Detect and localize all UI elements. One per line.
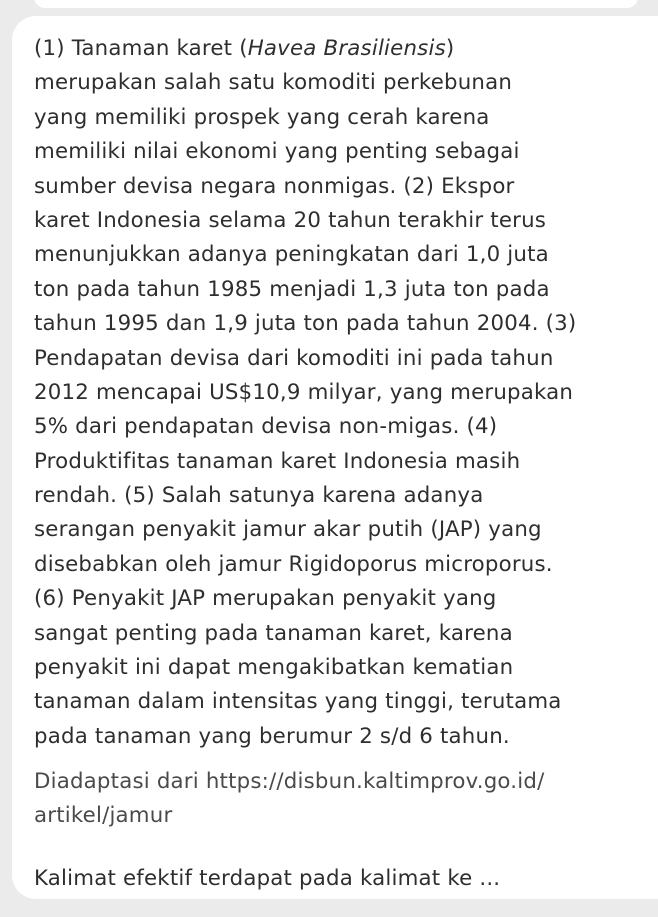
passage-line-end: ) [445,36,455,61]
passage-line: tahun 1995 dan 1,9 juta ton pada tahun 2004. (3) [34,311,577,337]
source-line: artikel/jamur [34,803,173,829]
source-citation [34,765,638,834]
passage-line-start: (1) Tanaman karet ( [34,36,248,61]
source-line: Diadaptasi dari https://disbun.kaltimprov.go.id/ [34,769,545,794]
scientific-name: Havea Brasiliensis [247,36,446,61]
passage-line: menunjukkan adanya peningkatan dari 1,0 juta [34,242,549,268]
passage-line: disebabkan oleh jamur Rigidoporus microporus. [34,551,553,577]
passage-line: penyakit ini dapat mengakibatkan kematian [34,655,514,681]
passage-line: yang memiliki prospek yang cerah karena [34,104,490,130]
question-prompt: Kalimat efektif terdapat pada kalimat ke ... [34,866,501,891]
passage-line: 2012 mencapai US$10,9 milyar, yang merupakan [34,379,574,405]
passage-line: ton pada tahun 1985 menjadi 1,3 juta ton pada [34,276,550,302]
previous-card-edge [34,0,638,8]
passage-line: sangat penting pada tanaman karet, karena [34,620,513,646]
passage-line: Produktifitas tanaman karet Indonesia masih [34,448,521,474]
passage-line: sumber devisa negara nonmigas. (2) Ekspor [34,173,515,199]
passage-line [34,32,638,66]
reading-passage [34,32,638,754]
passage-line: (6) Penyakit JAP merupakan penyakit yang [34,586,497,612]
passage-line: merupakan salah satu komoditi perkebunan [34,70,513,96]
passage-line: serangan penyakit jamur akar putih (JAP) yang [34,517,542,543]
passage-line: Pendapatan devisa dari komoditi ini pada tahun [34,345,554,371]
passage-line: memiliki nilai ekonomi yang penting sebagai [34,139,520,165]
passage-line: 5% dari pendapatan devisa non-migas. (4) [34,414,498,440]
passage-line: pada tanaman yang berumur 2 s/d 6 tahun. [34,723,510,749]
passage-line: karet Indonesia selama 20 tahun terakhir terus [34,207,547,233]
passage-line: rendah. (5) Salah satunya karena adanya [34,483,484,509]
passage-line: tanaman dalam intensitas yang tinggi, terutama [34,689,562,715]
